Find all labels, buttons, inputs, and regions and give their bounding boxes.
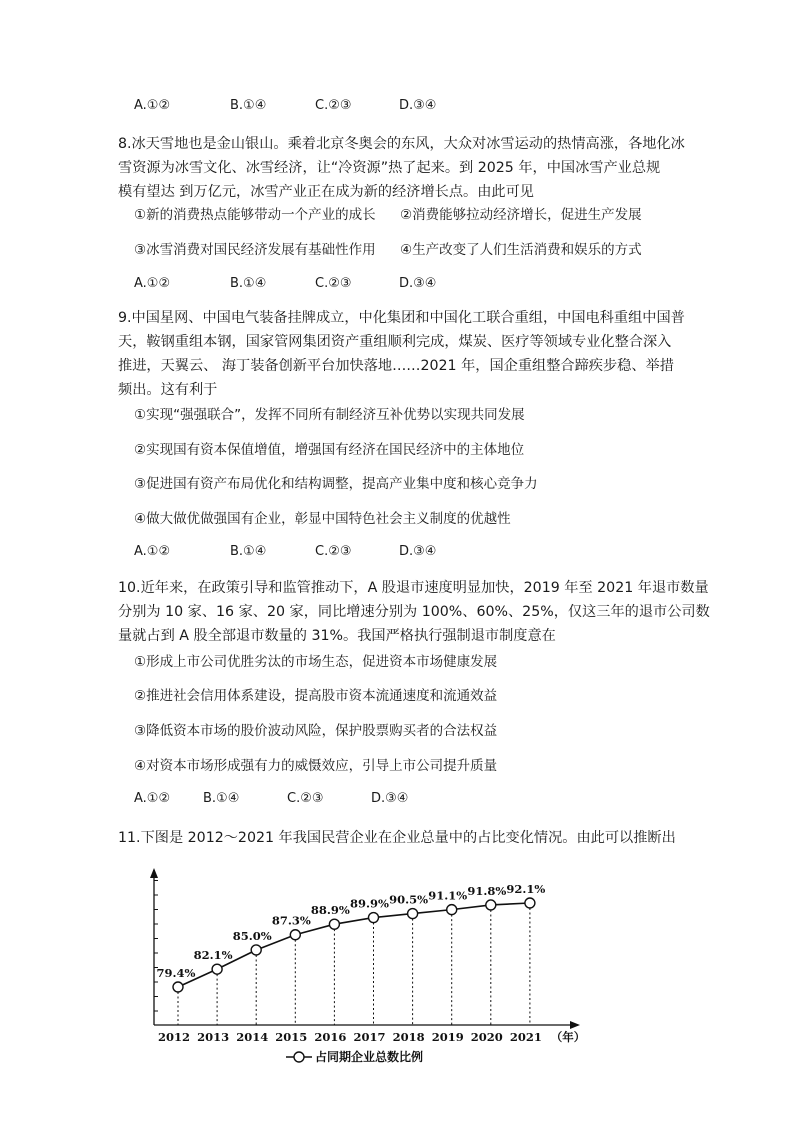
q8-statement-2: ②消费能够拉动经济增长，促进生产发展 [400,207,642,223]
q7-options [134,97,534,115]
q9-stem-line: 频出。这有利于 [118,382,218,398]
q8-statement-1: ①新的消费热点能够带动一个产业的成长 [134,207,376,223]
legend-marker-icon [294,1052,304,1062]
chart-series [173,898,535,992]
data-point-label: 87.3% [271,913,311,928]
q9-option-a[interactable]: A.①② [134,544,171,559]
q7-option-d[interactable]: D.③④ [399,98,437,113]
x-tick-label: 2013 [197,1030,230,1044]
q7-option-b[interactable]: B.①④ [230,98,267,113]
data-point-label: 82.1% [193,948,233,963]
q10-stem-line: 10.近年来，在政策引导和监管推动下，A 股退市速度明显加快，2019 年至 2021 年退市数量 [118,580,709,596]
q9-stem [118,306,685,402]
q7-option-c[interactable]: C.②③ [315,98,352,113]
data-point-marker [212,964,222,974]
enterprise-share-line-chart [130,862,590,1072]
q8-stem-line: 雪资源为冰雪文化、冰雪经济，让“冷资源”热了起来。到 2025 年，中国冰雪产业总规 [118,160,661,176]
y-axis-arrow-icon [150,868,158,878]
q8-option-c[interactable]: C.②③ [315,276,352,291]
legend-label: 占同期企业总数比例 [315,1050,424,1064]
x-tick-label: 2017 [353,1030,386,1044]
q9-statement-2: ②实现国有资本保值增值，增强国有经济在国民经济中的主体地位 [134,442,525,458]
data-point-label: 88.9% [310,903,350,918]
x-tick-label: 2021 [509,1030,542,1044]
q9-statement-3: ③促进国有资产布局优化和结构调整，提高产业集中度和核心竞争力 [134,476,538,492]
q10-statement-4: ④对资本市场形成强有力的威慑效应，引导上市公司提升质量 [134,758,498,774]
q9-option-b[interactable]: B.①④ [230,544,267,559]
x-tick-label: 2014 [236,1030,269,1044]
q9-stem-line: 推进，天翼云、 海丁装备创新平台加快落地……2021 年，国企重组整合蹄疾步稳、举措 [118,358,674,374]
q10-options [134,790,534,808]
chart-drop-lines [178,908,530,1025]
data-point-label: 85.0% [232,928,272,943]
x-tick-label: 2018 [392,1030,425,1044]
q10-stem-line: 量就占到 A 股全部退市数量的 31%。我国严格执行强制退市制度意在 [118,628,556,644]
x-tick-label: 2012 [157,1030,191,1044]
series-line [178,903,530,987]
q10-stem-line: 分别为 10 家、16 家、20 家，同比增速分别为 100%、60%、25%，仅这三年的退市公司数 [118,604,710,620]
data-point-marker [173,982,183,992]
data-point-label: 92.1% [506,882,546,896]
q8-options [134,275,534,293]
q10-statement-1: ①形成上市公司优胜劣汰的市场生态，促进资本市场健康发展 [134,654,498,670]
data-point-label: 90.5% [389,892,429,907]
q9-stem-line: 9.中国星网、中国电气装备挂牌成立，中化集团和中国化工联合重组，中国电科重组中国普 [118,310,685,326]
q8-statement-3: ③冰雪消费对国民经济发展有基础性作用 [134,242,376,258]
q9-options [134,543,534,561]
q9-option-c[interactable]: C.②③ [315,544,352,559]
chart-legend [286,1049,423,1064]
q8-option-b[interactable]: B.①④ [230,276,267,291]
data-point-marker [251,945,261,955]
q8-statements-row2 [134,240,674,260]
x-axis-arrow-icon [570,1021,580,1029]
data-point-marker [486,900,496,910]
data-point-label: 79.4% [156,966,196,980]
q8-stem-line: 8.冰天雪地也是金山银山。乘着北京冬奥会的东风，大众对冰雪运动的热情高涨，各地化冰 [118,136,685,152]
data-point-label: 91.1% [428,888,468,903]
data-point-marker [290,930,300,940]
data-point-marker [329,919,339,929]
q9-option-d[interactable]: D.③④ [399,544,437,559]
x-tick-label: 2019 [431,1030,464,1044]
q10-option-a[interactable]: A.①② [134,791,171,806]
q9-statement-1: ①实现“强强联合”，发挥不同所有制经济互补优势以实现共同发展 [134,407,525,423]
q9-stem-line: 天，鞍钢重组本钢，国家管网集团资产重组顺利完成，煤炭、医疗等领域专业化整合深入 [118,334,672,350]
q10-option-b[interactable]: B.①④ [203,791,240,806]
x-tick-label: 2015 [275,1030,308,1044]
data-point-label: 91.8% [467,883,507,898]
q8-stem [118,132,685,204]
data-point-marker [525,898,535,908]
data-point-marker [369,913,379,923]
q8-stem-line: 模有望达 到万亿元，冰雪产业正在成为新的经济增长点。由此可见 [118,184,534,200]
q11-stem: 11.下图是 2012～2021 年我国民营企业在企业总量中的占比变化情况。由此可以推断出 [118,830,676,846]
q8-statement-4: ④生产改变了人们生活消费和娱乐的方式 [400,242,642,258]
q8-statements-row1 [134,205,674,225]
q9-statement-4: ④做大做优做强国有企业，彰显中国特色社会主义制度的优越性 [134,511,511,527]
x-axis-unit-label: （年） [550,1030,586,1044]
q8-option-a[interactable]: A.①② [134,276,171,291]
q10-option-c[interactable]: C.②③ [287,791,324,806]
data-point-marker [447,905,457,915]
chart-x-tick-labels [158,1030,585,1044]
q10-option-d[interactable]: D.③④ [371,791,409,806]
q10-stem [118,576,710,648]
q7-option-a[interactable]: A.①② [134,98,171,113]
x-tick-label: 2020 [470,1030,503,1044]
data-point-marker [408,909,418,919]
data-point-label: 89.9% [350,896,389,911]
q8-option-d[interactable]: D.③④ [399,276,437,291]
q10-statement-3: ③降低资本市场的股价波动风险，保护股票购买者的合法权益 [134,723,498,739]
q10-statement-2: ②推进社会信用体系建设，提高股市资本流通速度和流通效益 [134,688,498,704]
x-tick-label: 2016 [314,1030,347,1044]
